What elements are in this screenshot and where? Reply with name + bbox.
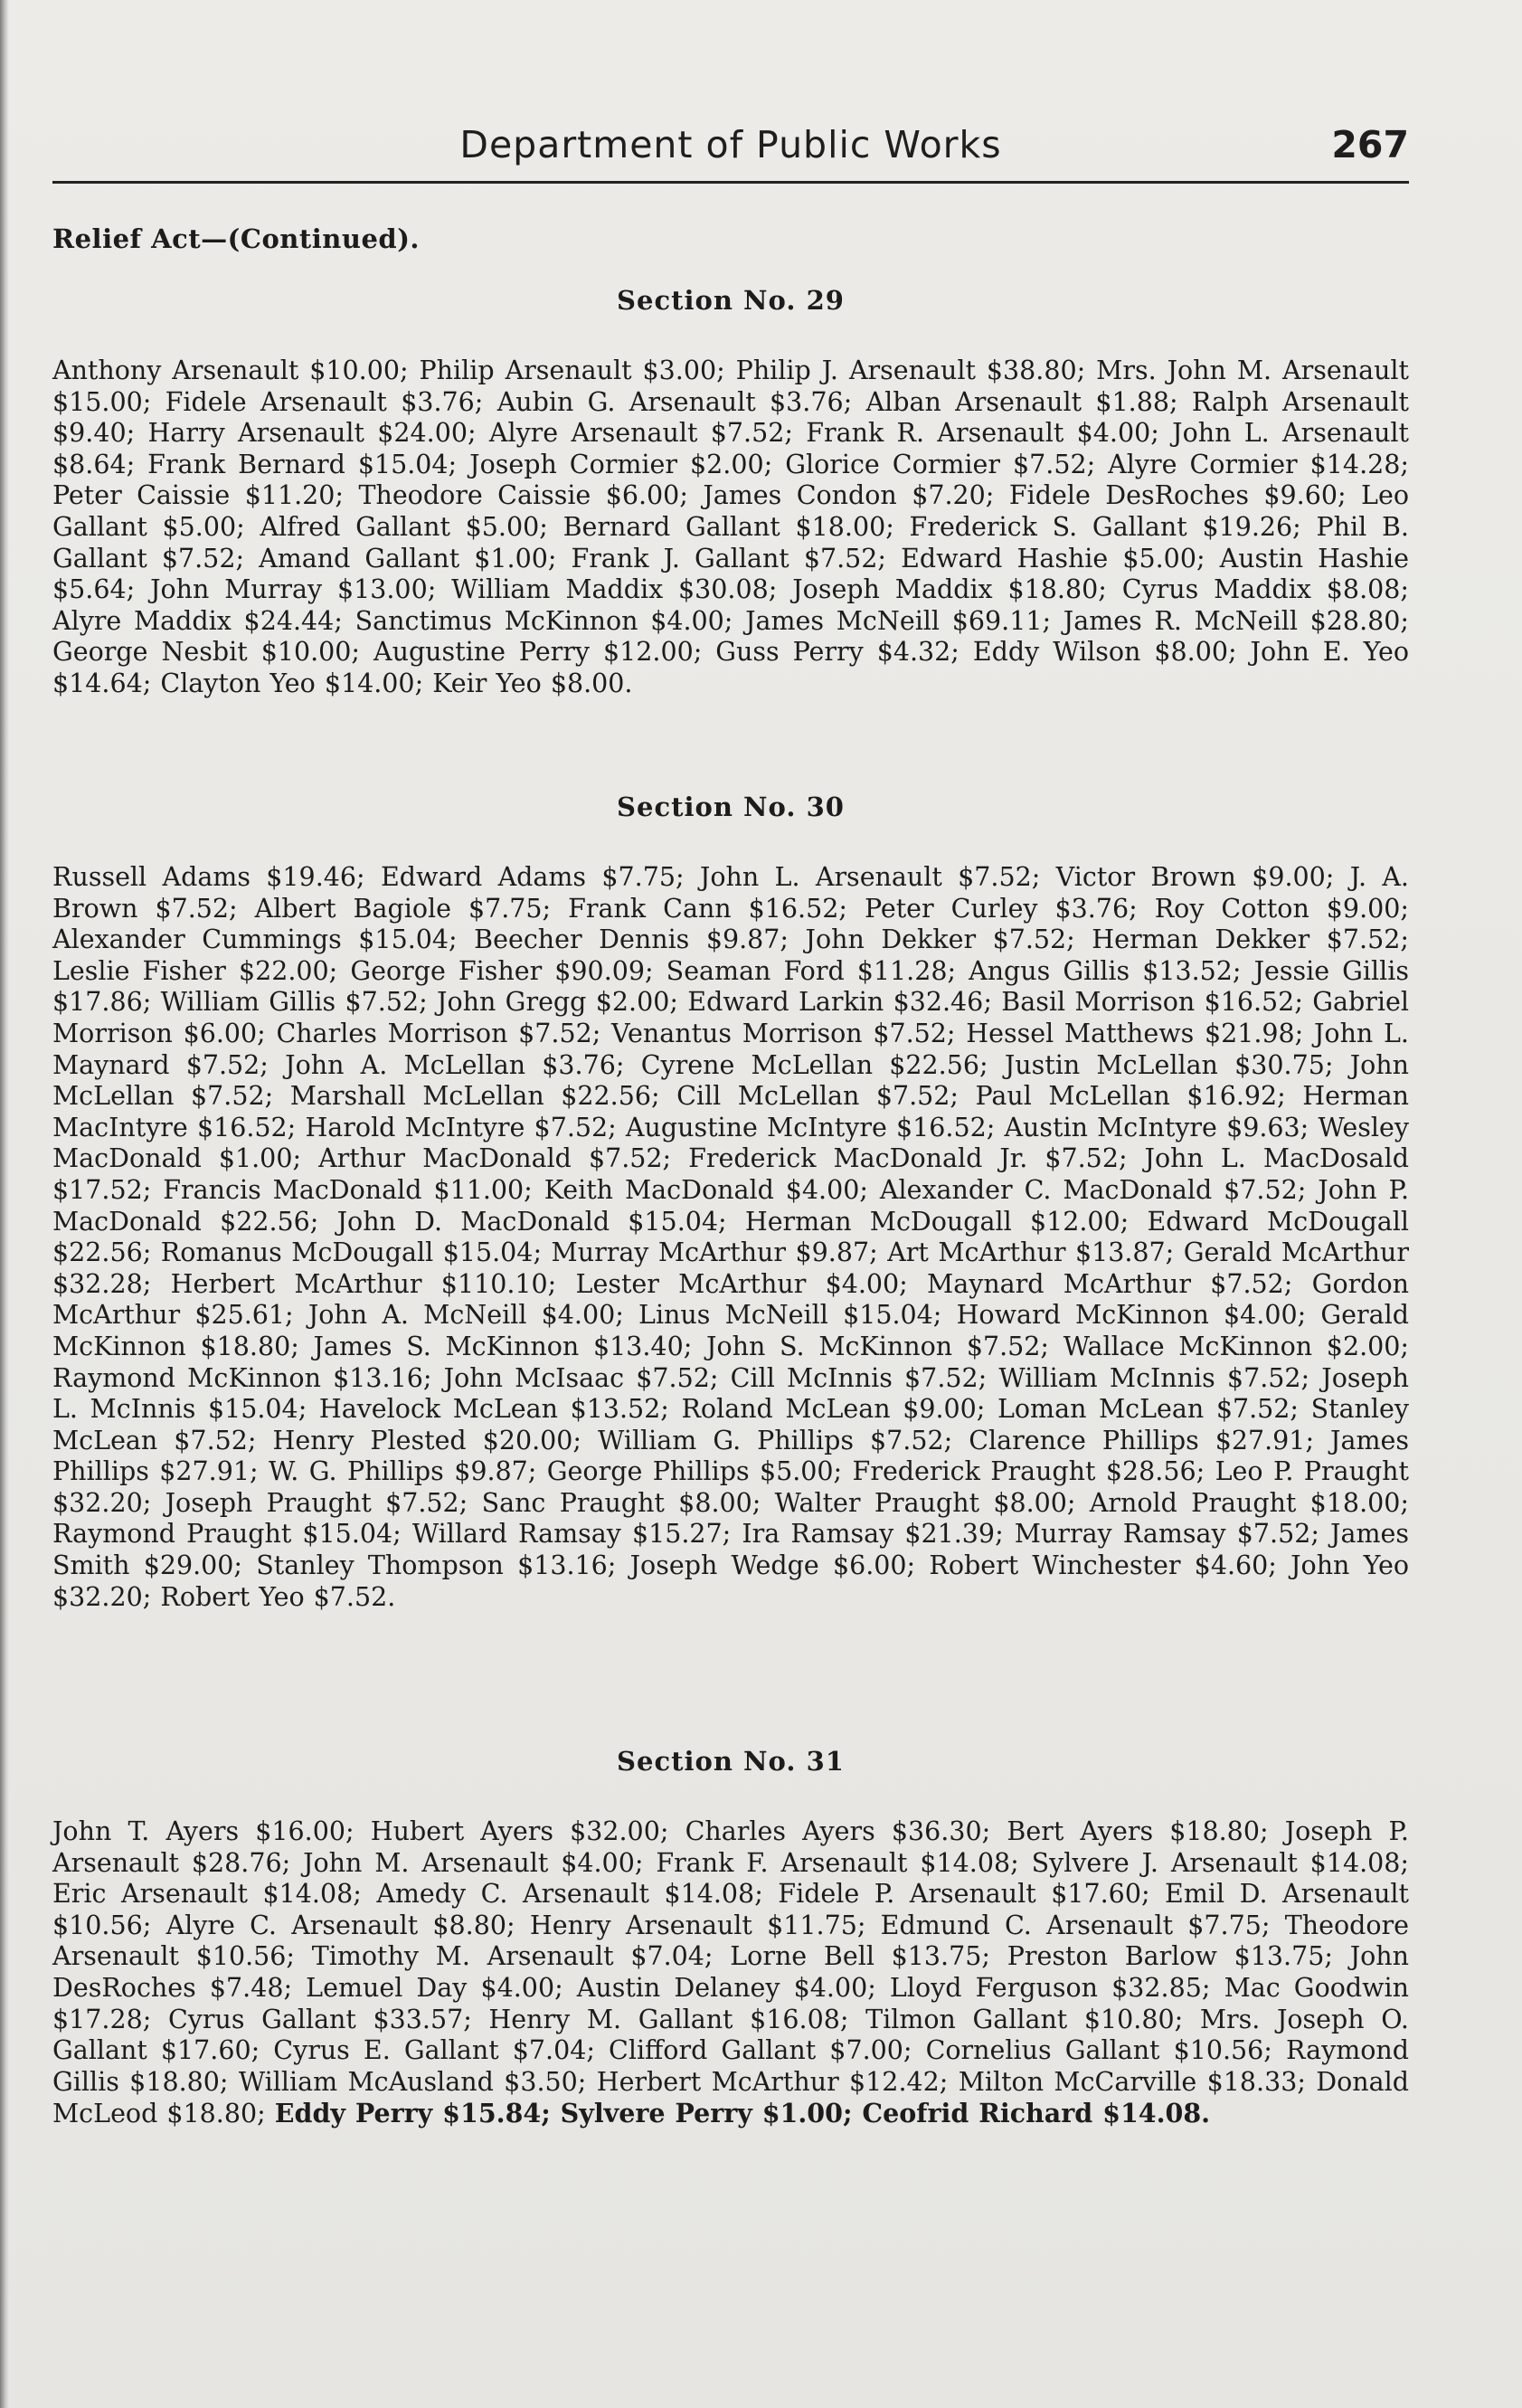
section-heading: Section No. 29 xyxy=(617,285,845,316)
section-30 xyxy=(52,792,1409,1613)
page-number: 267 xyxy=(1331,123,1409,166)
section-29 xyxy=(52,285,1409,700)
section-31 xyxy=(52,1746,1409,2130)
header-rule xyxy=(52,181,1409,184)
section-heading: Section No. 30 xyxy=(617,792,845,822)
page-header xyxy=(52,118,1409,172)
page-edge-shadow xyxy=(0,0,9,2408)
section-text: Russell Adams $19.46; Edward Adams $7.75; John L. Arsenault $7.52; Victor Brown $9.00; J. A. Brown $7.52; Albert Bagiole $7.75; Frank Cann $16.52; Peter Curley $3.76; Roy Cotton $9.00; Alexander Cummings $15.04; Beecher Dennis $9.87; John Dekker $7.52; Herman Dekker $7.52; Leslie Fisher $22.00; George Fisher $90.09; Seaman Ford $11.28; Angus Gillis $13.52; Jessie Gillis $17.86; William Gillis $7.52; John Gregg $2.00; Edward Larkin $32.46; Basil Morrison $16.52; Gabriel Morrison $6.00; Charles Morrison $7.52; Venantus Morrison $7.52; Hessel Matthews $21.98; John L. Maynard $7.52; John A. McLellan $3.76; Cyrene McLellan $22.56; Justin McLellan $30.75; John McLellan $7.52; Marshall McLellan $22.56; Cill McLellan $7.52; Paul McLellan $16.92; Herman MacIntyre $16.52; Harold McIntyre $7.52; Augustine McIntyre $16.52; Austin McIntyre $9.63; Wesley MacDonald $1.00; Arthur MacDonald $7.52; Frederick MacDonald Jr. $7.52; John L. MacDosald $17.52; Francis MacDonald $11.00; Keith MacDonald $4.00; Alexander C. MacDonald $7.52; John P. MacDonald $22.56; John D. MacDonald $15.04; Herman McDougall $12.00; Edward McDougall $22.56; Romanus McDougall $15.04; Murray McArthur $9.87; Art McArthur $13.87; Gerald McArthur $32.28; Herbert McArthur $110.10; Lester McArthur $4.00; Maynard McArthur $7.52; Gordon McArthur $25.61; John A. McNeill $4.00; Linus McNeill $15.04; Howard McKinnon $4.00; Gerald McKinnon $18.80; James S. McKinnon $13.40; John S. McKinnon $7.52; Wallace McKinnon $2.00; Raymond McKinnon $13.16; John McIsaac $7.52; Cill McInnis $7.52; William McInnis $7.52; Joseph L. McInnis $15.04; Havelock McLean $13.52; Roland McLean $9.00; Loman McLean $7.52; Stanley McLean $7.52; Henry Plested $20.00; William G. Phillips $7.52; Clarence Phillips $27.91; James Phillips $27.91; W. G. Phillips $9.87; George Phillips $5.00; Frederick Praught $28.56; Leo P. Praught $32.20; Joseph Praught $7.52; Sanc Praught $8.00; Walter Praught $8.00; Arnold Praught $18.00; Raymond Praught $15.04; Willard Ramsay $15.27; Ira Ramsay $21.39; Murray Ramsay $7.52; James Smith $29.00; Stanley Thompson $13.16; Joseph Wedge $6.00; Robert Winchester $4.60; John Yeo $32.20; Robert Yeo $7.52. xyxy=(52,862,1409,1612)
section-text-bold-tail: Eddy Perry $15.84; Sylvere Perry $1.00; Ceofrid Richard $14.08. xyxy=(274,2098,1211,2129)
continued-label: Relief Act—(Continued). xyxy=(52,223,421,254)
section-text-container xyxy=(52,1816,1409,2130)
section-text: John T. Ayers $16.00; Hubert Ayers $32.00; Charles Ayers $36.30; Bert Ayers $18.80; Joseph P. Arsenault $28.76; John M. Arsenault $4.00; Frank F. Arsenault $14.08; Sylvere J. Arsenault $14.08; Eric Arsenault $14.08; Amedy C. Arsenault $14.08; Fidele P. Arsenault $17.60; Emil D. Arsenault $10.56; Alyre C. Arsenault $8.80; Henry Arsenault $11.75; Edmund C. Arsenault $7.75; Theodore Arsenault $10.56; Timothy M. Arsenault $7.04; Lorne Bell $13.75; Preston Barlow $13.75; John DesRoches $7.48; Lemuel Day $4.00; Austin Delaney $4.00; Lloyd Ferguson $32.85; Mac Goodwin $17.28; Cyrus Gallant $33.57; Henry M. Gallant $16.08; Tilmon Gallant $10.80; Mrs. Joseph O. Gallant $17.60; Cyrus E. Gallant $7.04; Clifford Gallant $7.00; Cornelius Gallant $10.56; Raymond Gillis $18.80; William McAusland $3.50; Herbert McArthur $12.42; Milton McCarville $18.33; Donald McLeod $18.80; xyxy=(52,1816,1409,2129)
running-title: Department of Public Works xyxy=(459,123,1002,166)
section-heading: Section No. 31 xyxy=(617,1746,845,1777)
section-text: Anthony Arsenault $10.00; Philip Arsenault $3.00; Philip J. Arsenault $38.80; Mrs. John M. Arsenault $15.00; Fidele Arsenault $3.76; Aubin G. Arsenault $3.76; Alban Arsenault $1.88; Ralph Arsenault $9.40; Harry Arsenault $24.00; Alyre Arsenault $7.52; Frank R. Arsenault $4.00; John L. Arsenault $8.64; Frank Bernard $15.04; Joseph Cormier $2.00; Glorice Cormier $7.52; Alyre Cormier $14.28; Peter Caissie $11.20; Theodore Caissie $6.00; James Condon $7.20; Fidele DesRoches $9.60; Leo Gallant $5.00; Alfred Gallant $5.00; Bernard Gallant $18.00; Frederick S. Gallant $19.26; Phil B. Gallant $7.52; Amand Gallant $1.00; Frank J. Gallant $7.52; Edward Hashie $5.00; Austin Hashie $5.64; John Murray $13.00; William Maddix $30.08; Joseph Maddix $18.80; Cyrus Maddix $8.08; Alyre Maddix $24.44; Sanctimus McKinnon $4.00; James McNeill $69.11; James R. McNeill $28.80; George Nesbit $10.00; Augustine Perry $12.00; Guss Perry $4.32; Eddy Wilson $8.00; John E. Yeo $14.64; Clayton Yeo $14.00; Keir Yeo $8.00. xyxy=(52,356,1409,698)
